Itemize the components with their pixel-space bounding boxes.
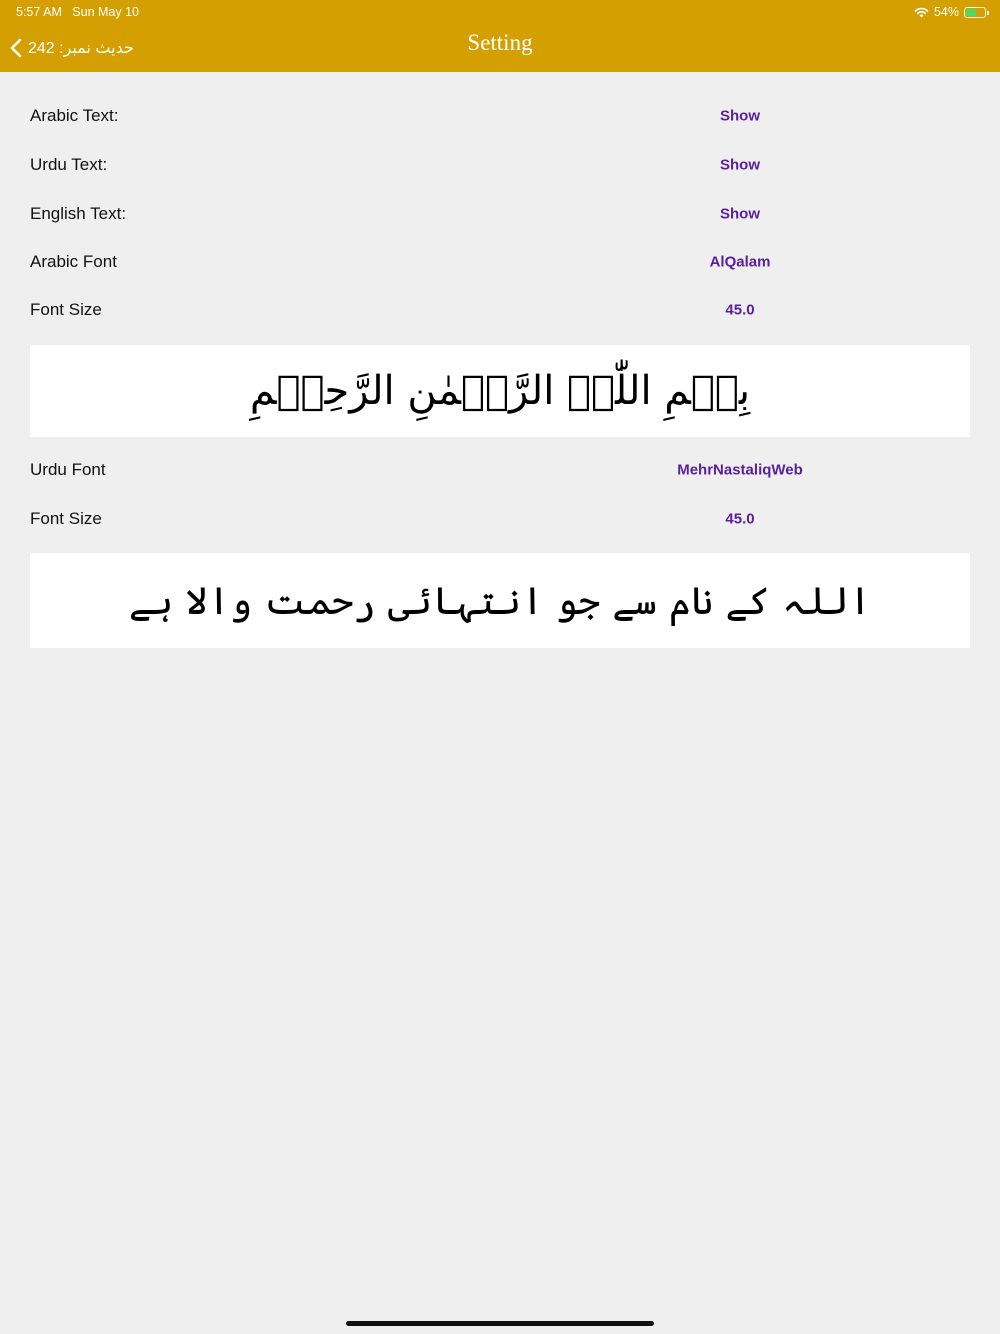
arabic-text-toggle[interactable]: Show [720,107,760,125]
arabic-text-label: Arabic Text: [30,106,119,125]
battery-icon [964,7,986,18]
arabic-font-size-selector[interactable]: 45.0 [725,301,755,319]
arabic-preview-text: بِسۡمِ اللّٰہِ الرَّحۡمٰنِ الرَّحِیۡمِ [249,368,751,414]
status-time: 5:57 AM [16,5,62,19]
urdu-font-label: Urdu Font [30,460,106,479]
arabic-font-size-label: Font Size [30,300,102,319]
urdu-text-toggle[interactable]: Show [720,156,760,174]
battery-cap [987,11,989,15]
setting-row-arabic-font [0,242,1000,282]
urdu-font-size-label: Font Size [30,509,102,528]
urdu-text-label: Urdu Text: [30,155,108,174]
english-text-label: English Text: [30,204,127,223]
home-indicator[interactable] [346,1321,654,1326]
status-bar-right [914,4,986,20]
setting-row-arabic-text [0,96,1000,136]
status-date: Sun May 10 [72,5,140,19]
setting-row-urdu-font [0,450,1000,490]
setting-row-english-text [0,194,1000,234]
urdu-font-preview [30,553,970,648]
setting-row-urdu-font-size [0,499,1000,539]
urdu-font-size-selector[interactable]: 45.0 [725,510,755,528]
status-bar-time [16,5,139,19]
english-text-toggle[interactable]: Show [720,205,760,223]
back-button-label: حدیث نمبر: 242 [28,40,134,57]
urdu-preview-text: اللہ کے نام سے جو انتہائی رحمت والا ہے [128,578,872,623]
wifi-icon [914,7,929,18]
arabic-font-label: Arabic Font [30,252,117,271]
setting-row-arabic-font-size [0,290,1000,330]
urdu-font-selector[interactable]: MehrNastaliqWeb [677,461,803,479]
page-title: Setting [467,30,533,55]
arabic-font-preview [30,345,970,437]
battery-fill [966,9,976,16]
setting-row-urdu-text [0,145,1000,185]
navigation-bar [0,0,1000,72]
battery-percentage: 54% [933,5,959,19]
arabic-font-selector[interactable]: AlQalam [709,253,771,271]
